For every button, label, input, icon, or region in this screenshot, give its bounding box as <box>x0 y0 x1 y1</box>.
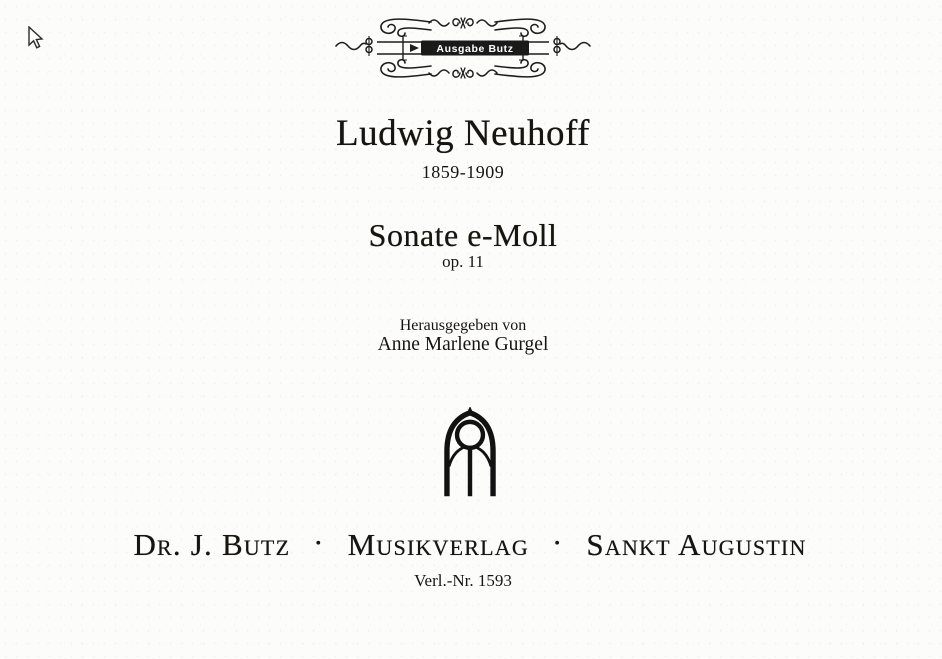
publisher-type: Musikverlag <box>347 527 529 562</box>
editor-name: Anne Marlene Gurgel <box>377 334 549 355</box>
gothic-arch-publisher-mark-icon <box>422 407 518 503</box>
separator-dot: · <box>551 525 564 560</box>
mouse-cursor-icon <box>26 26 46 52</box>
composer-name: Ludwig Neuhoff <box>336 113 590 154</box>
edited-by-label: Herausgegeben von <box>399 317 527 334</box>
publisher-city: Sankt Augustin <box>586 527 807 562</box>
banner-label: Ausgabe Butz <box>436 43 514 55</box>
separator-dot: · <box>313 525 325 560</box>
work-title: Sonate e-Moll <box>368 217 558 253</box>
publisher-imprint <box>0 527 940 563</box>
opus-number: op. 11 <box>442 252 484 271</box>
catalog-number: Verl.-Nr. 1593 <box>414 571 512 590</box>
ausgabe-butz-banner-ornament <box>333 10 593 86</box>
publisher-name: Dr. J. Butz <box>133 527 291 562</box>
composer-dates: 1859-1909 <box>421 162 505 182</box>
